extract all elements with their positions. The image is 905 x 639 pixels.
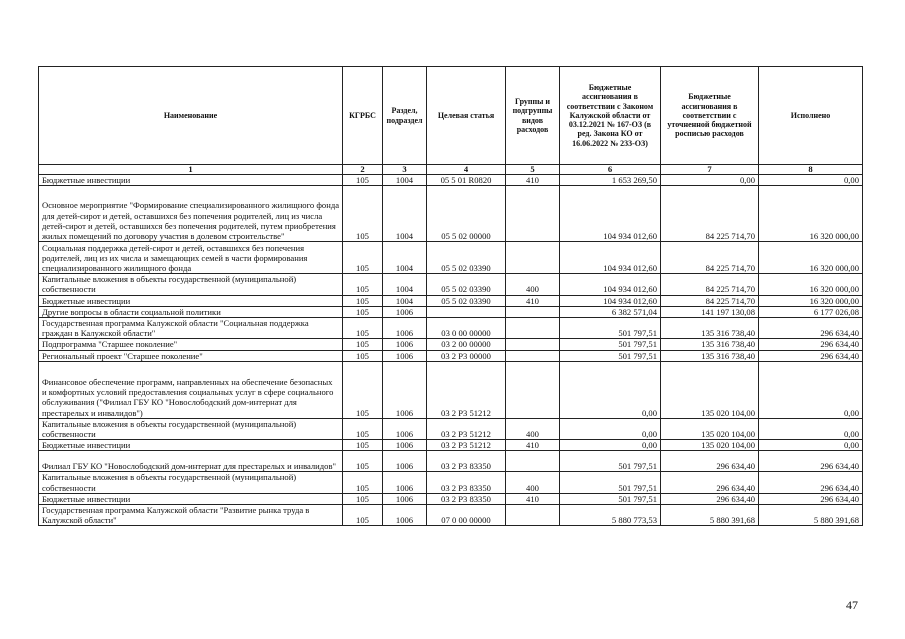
cell-kgrbs: 105 [343,175,383,186]
column-number: 1 [39,165,343,175]
header-kgrbs: КГРБС [343,67,383,165]
cell-target-item: 03 2 P3 00000 [427,350,506,361]
cell-name: Другие вопросы в области социальной политики [39,306,343,317]
table-row [39,306,863,317]
cell-section: 1006 [383,418,427,439]
cell-expense-group: 410 [506,295,560,306]
cell-name: Бюджетные инвестиции [39,493,343,504]
cell-name: Основное мероприятие "Формирование специализированного жилищного фонда для детей-сирот и детей, оставшихся без попечения родителей, лиц из числа детей-сирот и детей, оставшихся без попечения родителей, путем приобретения жилых помещений по договору участия в долевом строительстве" [39,186,343,242]
table-row [39,418,863,439]
table-row [39,339,863,350]
cell-section: 1006 [383,339,427,350]
cell-law-allocation: 104 934 012,60 [560,274,661,295]
cell-refined-allocation: 296 634,40 [661,472,759,493]
cell-target-item: 05 5 02 03390 [427,295,506,306]
cell-refined-allocation: 84 225 714,70 [661,242,759,274]
cell-executed: 6 177 026,08 [759,306,863,317]
cell-section: 1004 [383,274,427,295]
table-row [39,350,863,361]
cell-executed: 16 320 000,00 [759,295,863,306]
cell-law-allocation: 501 797,51 [560,350,661,361]
cell-name: Социальная поддержка детей-сирот и детей, оставшихся без попечения родителей, лиц из их числа и замещающих семей в части формирования специализированного жилищного фонда [39,242,343,274]
cell-law-allocation: 501 797,51 [560,493,661,504]
cell-target-item: 03 2 P3 51212 [427,418,506,439]
cell-law-allocation: 0,00 [560,418,661,439]
cell-target-item: 03 2 P3 51212 [427,361,506,418]
cell-target-item: 03 2 P3 83350 [427,451,506,472]
cell-expense-group [506,186,560,242]
cell-refined-allocation: 5 880 391,68 [661,505,759,526]
cell-expense-group [506,242,560,274]
cell-expense-group: 410 [506,440,560,451]
cell-name: Бюджетные инвестиции [39,295,343,306]
cell-expense-group: 410 [506,175,560,186]
cell-law-allocation: 1 653 269,50 [560,175,661,186]
cell-name: Капитальные вложения в объекты государственной (муниципальной) собственности [39,472,343,493]
cell-kgrbs: 105 [343,418,383,439]
cell-expense-group [506,361,560,418]
column-number: 5 [506,165,560,175]
cell-section: 1006 [383,451,427,472]
cell-executed: 16 320 000,00 [759,186,863,242]
cell-target-item: 03 0 00 00000 [427,318,506,339]
cell-law-allocation: 104 934 012,60 [560,242,661,274]
cell-kgrbs: 105 [343,472,383,493]
cell-expense-group [506,350,560,361]
cell-name: Государственная программа Калужской области "Социальная поддержка граждан в Калужской области" [39,318,343,339]
cell-expense-group: 410 [506,493,560,504]
cell-name: Филиал ГБУ КО "Новослободский дом-интернат для престарелых и инвалидов" [39,451,343,472]
header-law-allocation: Бюджетные ассигнования в соответствии с Законом Калужской области от 03.12.2021 № 167-ОЗ (в ред. Закона КО от 16.06.2022 № 233-ОЗ) [560,67,661,165]
cell-refined-allocation: 84 225 714,70 [661,274,759,295]
cell-section: 1006 [383,306,427,317]
cell-target-item: 03 2 P3 83350 [427,472,506,493]
cell-executed: 0,00 [759,175,863,186]
table-row [39,451,863,472]
cell-expense-group: 400 [506,274,560,295]
table-row [39,472,863,493]
cell-kgrbs: 105 [343,242,383,274]
column-number: 6 [560,165,661,175]
cell-name: Капитальные вложения в объекты государственной (муниципальной) собственности [39,274,343,295]
cell-refined-allocation: 135 316 738,40 [661,339,759,350]
cell-target-item: 05 5 02 00000 [427,186,506,242]
cell-executed: 0,00 [759,418,863,439]
cell-expense-group: 400 [506,418,560,439]
table-row [39,186,863,242]
cell-executed: 296 634,40 [759,339,863,350]
cell-section: 1004 [383,295,427,306]
page-number: 47 [846,598,858,612]
cell-executed: 296 634,40 [759,350,863,361]
cell-name: Финансовое обеспечение программ, направленных на обеспечение безопасных и комфортных условий предоставления социальных услуг в сфере социального обслуживания ("Филиал ГБУ КО "Новослободский дом-интернат для престарелых и инвалидов") [39,361,343,418]
cell-section: 1004 [383,175,427,186]
cell-kgrbs: 105 [343,295,383,306]
cell-law-allocation: 501 797,51 [560,472,661,493]
cell-expense-group [506,318,560,339]
table-row [39,242,863,274]
cell-refined-allocation: 135 316 738,40 [661,318,759,339]
cell-kgrbs: 105 [343,339,383,350]
header-executed: Исполнено [759,67,863,165]
cell-law-allocation: 6 382 571,04 [560,306,661,317]
cell-name: Региональный проект "Старшее поколение" [39,350,343,361]
cell-law-allocation: 501 797,51 [560,339,661,350]
cell-law-allocation: 5 880 773,53 [560,505,661,526]
table-row [39,505,863,526]
cell-law-allocation: 0,00 [560,440,661,451]
cell-section: 1006 [383,472,427,493]
header-name: Наименование [39,67,343,165]
cell-name: Подпрограмма "Старшее поколение" [39,339,343,350]
cell-target-item: 05 5 02 03390 [427,242,506,274]
cell-kgrbs: 105 [343,318,383,339]
table-row [39,274,863,295]
cell-law-allocation: 104 934 012,60 [560,186,661,242]
cell-expense-group [506,339,560,350]
cell-executed: 16 320 000,00 [759,242,863,274]
cell-refined-allocation: 141 197 130,08 [661,306,759,317]
cell-section: 1006 [383,361,427,418]
cell-expense-group [506,306,560,317]
cell-refined-allocation: 135 020 104,00 [661,418,759,439]
budget-table [38,66,863,526]
cell-target-item: 05 5 01 R0820 [427,175,506,186]
cell-refined-allocation: 135 020 104,00 [661,440,759,451]
cell-executed: 5 880 391,68 [759,505,863,526]
table-body [39,175,863,526]
cell-section: 1004 [383,186,427,242]
cell-name: Бюджетные инвестиции [39,440,343,451]
header-refined-allocation: Бюджетные ассигнования в соответствии с уточненной бюджетной росписью расходов [661,67,759,165]
cell-executed: 0,00 [759,361,863,418]
header-target-item: Целевая статья [427,67,506,165]
cell-kgrbs: 105 [343,186,383,242]
column-number: 8 [759,165,863,175]
cell-kgrbs: 105 [343,274,383,295]
cell-refined-allocation: 135 316 738,40 [661,350,759,361]
cell-target-item: 03 2 P3 83350 [427,493,506,504]
cell-target-item [427,306,506,317]
cell-kgrbs: 105 [343,505,383,526]
cell-expense-group: 400 [506,472,560,493]
column-number-row [39,165,863,175]
cell-executed: 296 634,40 [759,493,863,504]
cell-refined-allocation: 84 225 714,70 [661,186,759,242]
cell-target-item: 05 5 02 03390 [427,274,506,295]
cell-refined-allocation: 84 225 714,70 [661,295,759,306]
cell-refined-allocation: 296 634,40 [661,451,759,472]
cell-kgrbs: 105 [343,350,383,361]
cell-kgrbs: 105 [343,493,383,504]
cell-law-allocation: 104 934 012,60 [560,295,661,306]
cell-law-allocation: 0,00 [560,361,661,418]
cell-section: 1006 [383,505,427,526]
cell-kgrbs: 105 [343,440,383,451]
cell-name: Государственная программа Калужской области "Развитие рынка труда в Калужской области" [39,505,343,526]
cell-section: 1004 [383,242,427,274]
cell-name: Капитальные вложения в объекты государственной (муниципальной) собственности [39,418,343,439]
header-expense-group: Группы и подгруппы видов расходов [506,67,560,165]
table-row [39,493,863,504]
cell-executed: 0,00 [759,440,863,451]
cell-section: 1006 [383,493,427,504]
table-row [39,295,863,306]
column-number: 2 [343,165,383,175]
header-row [39,67,863,165]
cell-executed: 16 320 000,00 [759,274,863,295]
cell-law-allocation: 501 797,51 [560,318,661,339]
cell-refined-allocation: 296 634,40 [661,493,759,504]
cell-section: 1006 [383,440,427,451]
cell-section: 1006 [383,318,427,339]
cell-target-item: 07 0 00 00000 [427,505,506,526]
cell-executed: 296 634,40 [759,451,863,472]
table-row [39,440,863,451]
cell-kgrbs: 105 [343,361,383,418]
cell-refined-allocation: 0,00 [661,175,759,186]
cell-refined-allocation: 135 020 104,00 [661,361,759,418]
table-row [39,318,863,339]
column-number: 7 [661,165,759,175]
column-number: 3 [383,165,427,175]
header-section: Раздел, подраздел [383,67,427,165]
column-number: 4 [427,165,506,175]
table-row [39,361,863,418]
cell-target-item: 03 2 P3 51212 [427,440,506,451]
cell-target-item: 03 2 00 00000 [427,339,506,350]
cell-kgrbs: 105 [343,306,383,317]
table-row [39,175,863,186]
cell-kgrbs: 105 [343,451,383,472]
cell-executed: 296 634,40 [759,318,863,339]
cell-law-allocation: 501 797,51 [560,451,661,472]
cell-expense-group [506,505,560,526]
cell-section: 1006 [383,350,427,361]
cell-executed: 296 634,40 [759,472,863,493]
cell-name: Бюджетные инвестиции [39,175,343,186]
cell-expense-group [506,451,560,472]
